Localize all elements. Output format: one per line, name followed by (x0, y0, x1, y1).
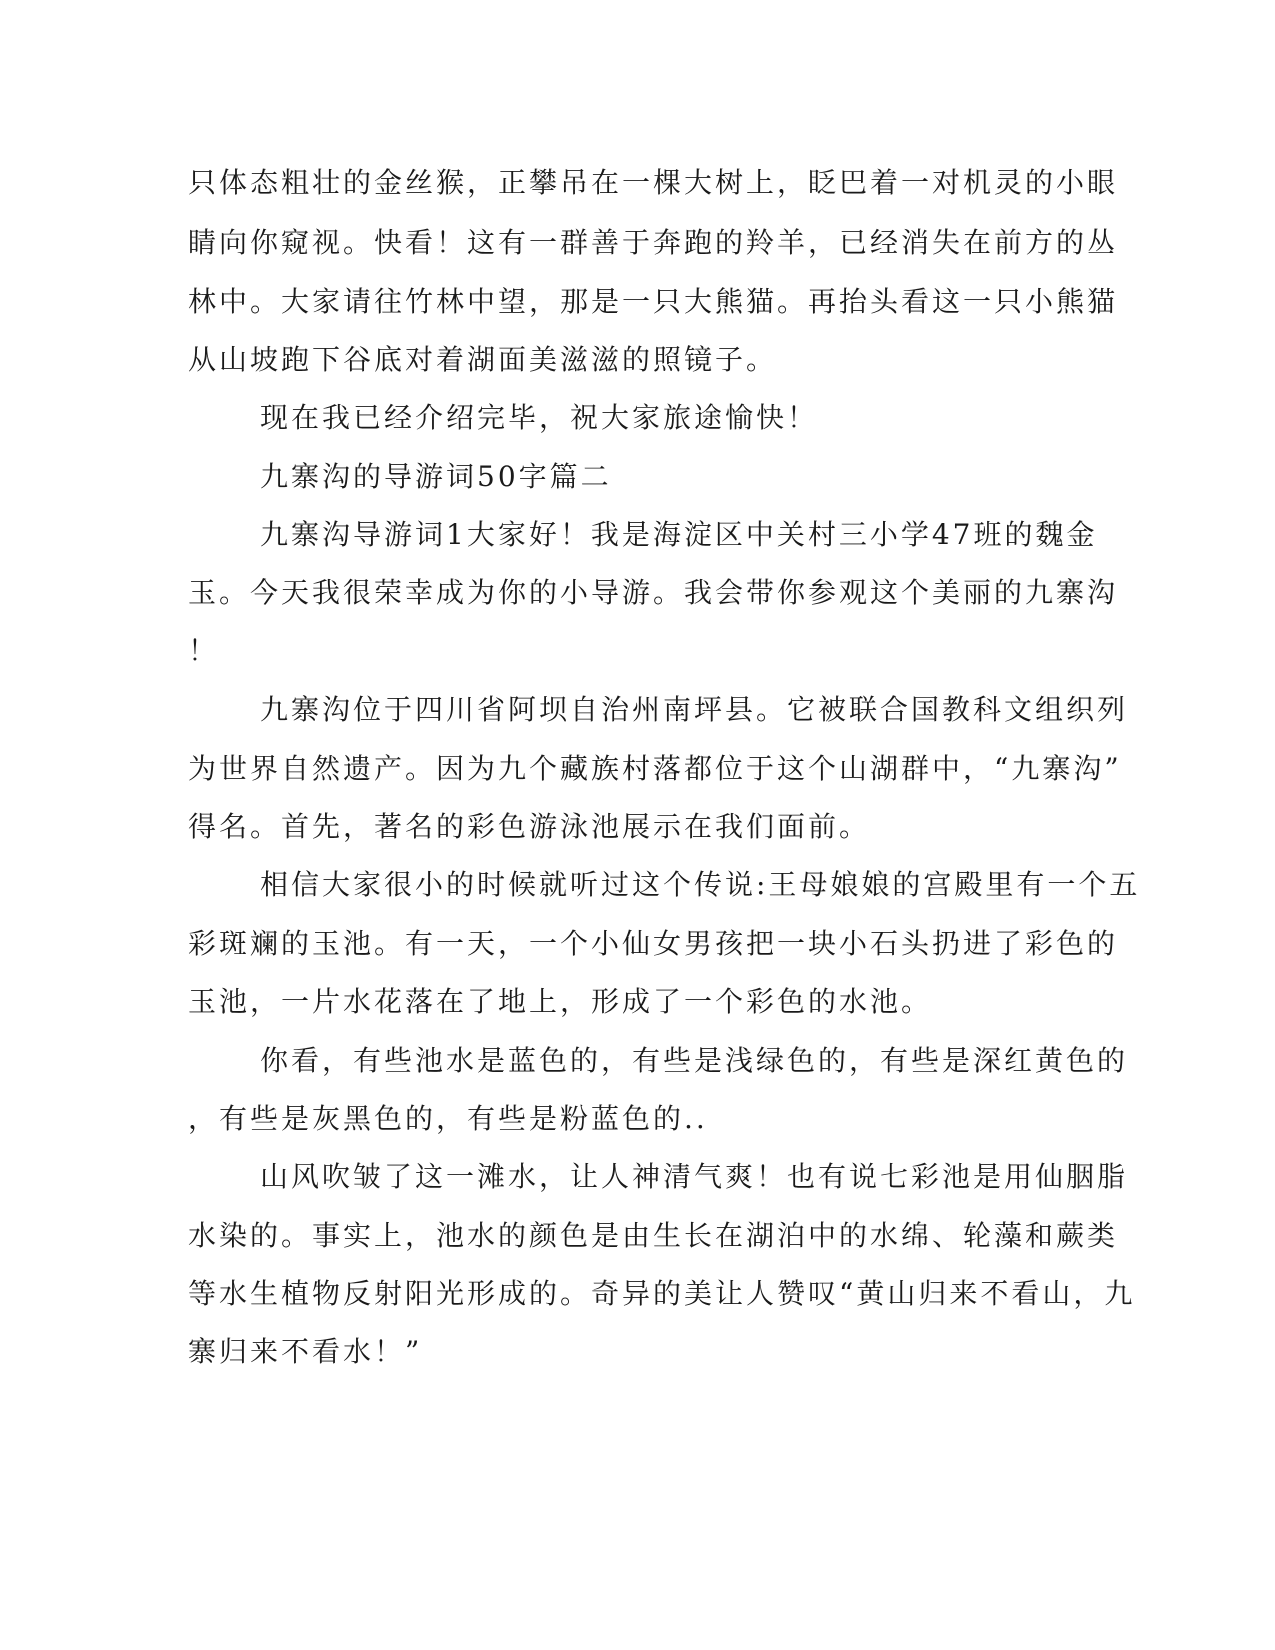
paragraph-line: 九寨沟导游词1大家好！我是海淀区中关村三小学47班的魏金 (260, 518, 1098, 551)
text-line: 彩斑斓的玉池。有一天，一个小仙女男孩把一块小石头扔进了彩色的 (188, 927, 1119, 960)
text-line: 睛向你窥视。快看！这有一群善于奔跑的羚羊，已经消失在前方的丛 (188, 226, 1119, 259)
text-line: 只体态粗壮的金丝猴，正攀吊在一棵大树上，眨巴着一对机灵的小眼 (188, 166, 1119, 199)
text-line: 寨归来不看水！” (188, 1335, 423, 1368)
paragraph-line: 你看，有些池水是蓝色的，有些是浅绿色的，有些是深红黄色的 (260, 1044, 1129, 1077)
text-line: ！ (188, 634, 220, 667)
text-line: 从山坡跑下谷底对着湖面美滋滋的照镜子。 (188, 343, 778, 376)
text-line: 为世界自然遗产。因为九个藏族村落都位于这个山湖群中，“九寨沟” (188, 752, 1122, 785)
paragraph-line: 相信大家很小的时候就听过这个传说:王母娘娘的宫殿里有一个五 (260, 868, 1141, 901)
paragraph-line: 现在我已经介绍完毕，祝大家旅途愉快！ (260, 401, 819, 434)
text-line: 等水生植物反射阳光形成的。奇异的美让人赞叹“黄山归来不看山，九 (188, 1277, 1136, 1310)
paragraph-line: 九寨沟位于四川省阿坝自治州南坪县。它被联合国教科文组织列 (260, 693, 1129, 726)
text-line: 林中。大家请往竹林中望，那是一只大熊猫。再抬头看这一只小熊猫 (188, 285, 1119, 318)
text-line: 水染的。事实上，池水的颜色是由生长在湖泊中的水绵、轮藻和蕨类 (188, 1219, 1119, 1252)
text-line: 得名。首先，著名的彩色游泳池展示在我们面前。 (188, 810, 871, 843)
text-line: ，有些是灰黑色的，有些是粉蓝色的.. (188, 1102, 708, 1135)
section-heading: 九寨沟的导游词50字篇二 (260, 460, 612, 493)
text-line: 玉池，一片水花落在了地上，形成了一个彩色的水池。 (188, 985, 933, 1018)
paragraph-line: 山风吹皱了这一滩水，让人神清气爽！也有说七彩池是用仙胭脂 (260, 1160, 1129, 1193)
text-line: 玉。今天我很荣幸成为你的小导游。我会带你参观这个美丽的九寨沟 (188, 576, 1119, 609)
